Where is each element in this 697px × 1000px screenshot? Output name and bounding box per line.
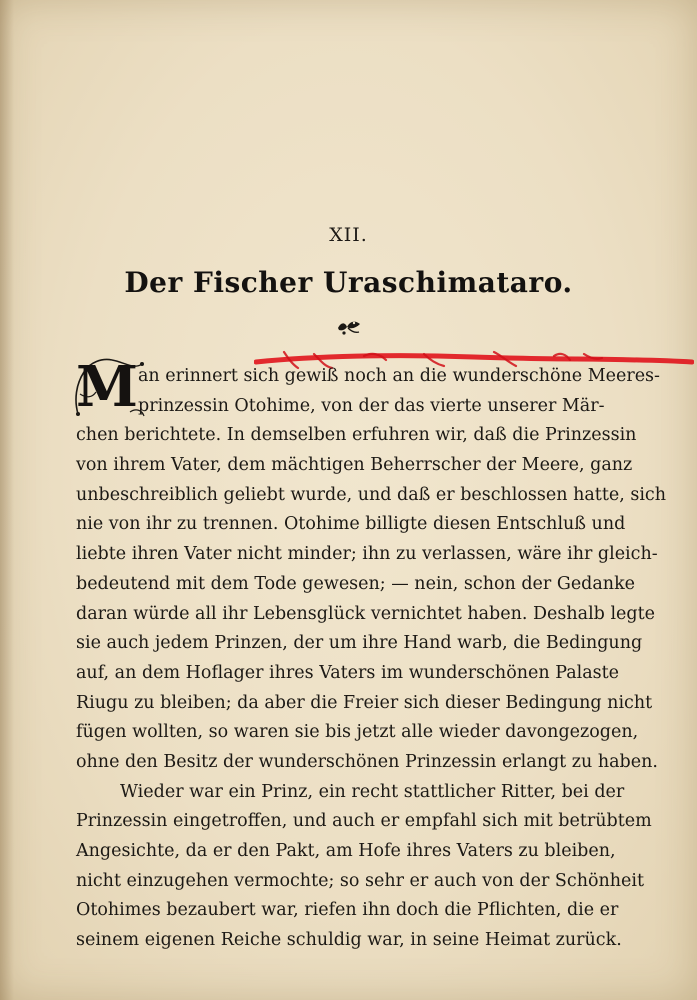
text-line: ohne den Besitz der wunderschönen Prinzessin erlangt zu haben.: [76, 751, 658, 772]
text-line: Angesichte, da er den Pakt, am Hofe ihres Vaters zu bleiben,: [76, 841, 616, 861]
text-line: fügen wollten, so waren sie bis jetzt alle wieder davongezogen,: [76, 722, 639, 743]
text-line: chen berichtete. In demselben erfuhren wir, daß die Prinzessin: [76, 425, 637, 446]
text-line: liebte ihren Vater nicht minder; ihn zu verlassen, wäre ihr gleich-: [76, 544, 658, 565]
chapter-number: XII.: [329, 224, 368, 246]
text-line: Riugu zu bleiben; da aber die Freier sich dieser Bedingung nicht: [76, 692, 653, 713]
text-line: nie von ihr zu trennen. Otohime billigte diesen Entschluß und: [76, 514, 626, 535]
text-line: Prinzessin eingetroffen, und auch er empfahl sich mit betrübtem: [76, 811, 652, 832]
text-line: prinzessin Otohime, von der das vierte unserer Mär-: [138, 395, 605, 416]
text-line: daran würde all ihr Lebensglück vernichtet haben. Deshalb legte: [76, 603, 655, 624]
chapter-title: Der Fischer Uraschimataro.: [124, 266, 573, 299]
text-line: unbeschreiblich geliebt wurde, und daß er beschlossen hatte, sich: [76, 484, 666, 505]
drop-cap: M: [76, 354, 138, 420]
text-line: Otohimes bezaubert war, riefen ihn doch die Pflichten, die er: [76, 900, 619, 921]
text-line: bedeutend mit dem Tode gewesen; — nein, schon der Gedanke: [76, 573, 636, 594]
text-line: auf, an dem Hoflager ihres Vaters im wunderschönen Palaste: [76, 662, 620, 683]
text-line: Wieder war ein Prinz, ein recht stattlicher Ritter, bei der: [120, 781, 625, 802]
text-line: nicht einzugehen vermochte; so sehr er auch von der Schönheit: [76, 870, 645, 891]
fleuron-ornament-icon: [336, 318, 362, 336]
text-line: an erinnert sich gewiß noch an die wunderschöne Meeres-: [138, 366, 660, 386]
text-line: von ihrem Vater, dem mächtigen Beherrscher der Meere, ganz: [76, 455, 633, 476]
body-text: [76, 362, 666, 956]
text-line: seinem eigenen Reiche schuldig war, in seine Heimat zurück.: [76, 930, 622, 951]
text-line: sie auch jedem Prinzen, der um ihre Hand warb, die Bedingung: [76, 633, 643, 654]
